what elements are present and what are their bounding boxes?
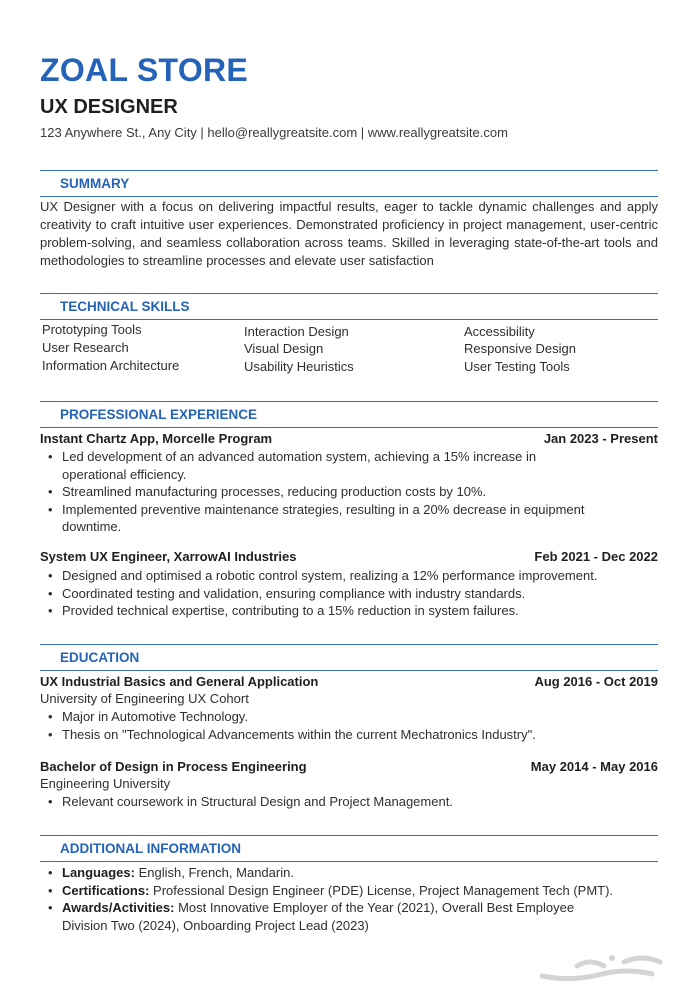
- job-bullets: [40, 448, 600, 536]
- candidate-role: UX DESIGNER: [40, 96, 178, 118]
- additional-list: [40, 864, 620, 934]
- skill-item: Visual Design: [244, 341, 324, 356]
- degree-title: UX Industrial Basics and General Application: [40, 674, 319, 689]
- item-text: English, French, Mandarin.: [138, 865, 294, 880]
- skill-item: User Research: [42, 340, 129, 355]
- job-title: Instant Chartz App, Morcelle Program: [40, 431, 273, 446]
- skill-item: Interaction Design: [244, 324, 349, 339]
- degree-date: Aug 2016 - Oct 2019: [534, 674, 658, 689]
- list-item: • Led development of an advanced automation system, achieving a 15% increase in operational efficiency.: [40, 448, 600, 483]
- skill-item: Responsive Design: [464, 341, 577, 356]
- list-item: • Implemented preventive maintenance strategies, resulting in a 20% decrease in equipment downtime.: [40, 501, 600, 536]
- item-label: Languages:: [62, 865, 135, 880]
- education-heading-label: EDUCATION: [60, 650, 140, 665]
- list-item: [40, 864, 620, 882]
- skill-item: Prototyping Tools: [42, 322, 142, 337]
- item-text: Most Innovative Employer of the Year (2021), Overall Best Employee Division Two (2024), Onboarding Project Lead (2023): [62, 900, 575, 933]
- degree-bullets: [40, 793, 640, 811]
- degree-bullets: [40, 708, 640, 743]
- job-bullets: [40, 567, 640, 620]
- haraj-logo-icon: [532, 948, 682, 988]
- education-heading: [40, 644, 658, 671]
- contact-line: 123 Anywhere St., Any City | hello@reallygreatsite.com | www.reallygreatsite.com: [40, 125, 508, 140]
- skill-item: Usability Heuristics: [244, 359, 354, 374]
- list-item: • Provided technical expertise, contributing to a 15% reduction in system failures.: [40, 602, 640, 620]
- list-item: [40, 899, 620, 934]
- item-label: Awards/Activities:: [62, 900, 175, 915]
- list-item: • Major in Automotive Technology.: [40, 708, 640, 726]
- skill-item: Information Architecture: [42, 358, 180, 373]
- item-text: Professional Design Engineer (PDE) License, Project Management Tech (PMT).: [153, 882, 614, 898]
- summary-heading: [40, 170, 658, 197]
- list-item: • Thesis on "Technological Advancements within the current Mechatronics Industry".: [40, 726, 640, 744]
- school-name: University of Engineering UX Cohort: [40, 691, 249, 706]
- experience-heading-label: PROFESSIONAL EXPERIENCE: [60, 407, 258, 422]
- summary-heading-label: SUMMARY: [60, 176, 130, 191]
- job-date: Feb 2021 - Dec 2022: [534, 549, 658, 564]
- list-item: • Designed and optimised a robotic control system, realizing a 12% performance improvement.: [40, 567, 640, 585]
- skill-item: User Testing Tools: [464, 359, 570, 374]
- school-name: Engineering University: [40, 776, 171, 791]
- list-item: [40, 882, 620, 900]
- list-item: • Relevant coursework in Structural Design and Project Management.: [40, 793, 640, 811]
- additional-heading: [40, 835, 658, 862]
- degree-date: May 2014 - May 2016: [530, 759, 658, 774]
- degree-title: Bachelor of Design in Process Engineering: [40, 759, 307, 774]
- list-item: • Coordinated testing and validation, ensuring compliance with industry standards.: [40, 585, 640, 603]
- item-label: Certifications:: [62, 882, 150, 898]
- experience-heading: [40, 401, 658, 428]
- skill-item: Accessibility: [464, 324, 535, 339]
- job-title: System UX Engineer, XarrowAI Industries: [40, 549, 297, 564]
- skills-heading: [40, 293, 658, 320]
- additional-heading-label: ADDITIONAL INFORMATION: [60, 841, 241, 856]
- summary-text: UX Designer with a focus on delivering impactful results, eager to tackle dynamic challenges and apply creativity to craft intuitive user experiences. Demonstrated proficiency in project management, user-centric problem-solving, and seamless collaboration across teams. Skilled in leveraging state-of-the-art tools and methodologies to streamline processes and elevate user satisfaction: [40, 199, 658, 268]
- list-item: • Streamlined manufacturing processes, reducing production costs by 10%.: [40, 483, 600, 501]
- skills-heading-label: TECHNICAL SKILLS: [60, 299, 190, 314]
- candidate-name: ZOAL STORE: [40, 52, 249, 88]
- job-date: Jan 2023 - Present: [543, 431, 658, 446]
